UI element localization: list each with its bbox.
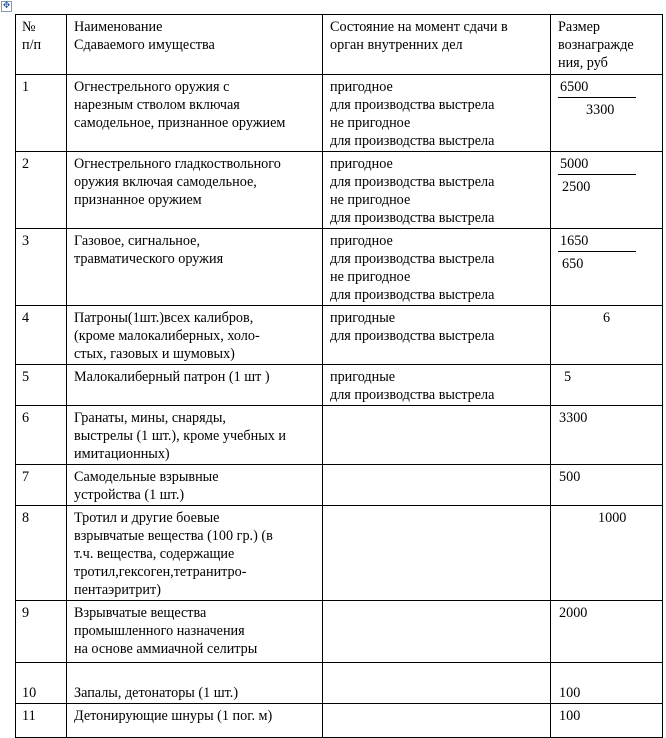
row-number: 7 (16, 465, 67, 506)
header-state-line: орган внутренних дел (330, 37, 463, 53)
row-number: 6 (16, 406, 67, 465)
item-name (67, 704, 323, 738)
row-number: 11 (16, 704, 67, 738)
table-header-row (16, 15, 663, 75)
table-move-handle-icon[interactable]: ✥ (2, 1, 11, 11)
reward-fraction (558, 155, 638, 196)
item-name (67, 75, 323, 152)
item-state (323, 306, 551, 365)
reward-value: 1000 (598, 510, 627, 526)
item-reward (551, 465, 663, 506)
item-reward (551, 306, 663, 365)
item-name-line: стых, газовых и шумовых) (74, 346, 235, 362)
header-reward-line: вознагражде (558, 37, 634, 53)
row-number: 5 (16, 365, 67, 406)
reward-value: 2000 (559, 605, 588, 621)
item-state-line: для производства выстрела (330, 387, 495, 403)
item-state (323, 704, 551, 738)
table-row (16, 306, 663, 365)
item-reward (551, 601, 663, 663)
item-name-line: выстрелы (1 шт.), кроме учебных и (74, 428, 286, 444)
reward-value: 100 (559, 708, 581, 724)
header-name (67, 15, 323, 75)
item-state (323, 229, 551, 306)
item-name-line: Малокалиберный патрон (1 шт ) (74, 369, 270, 385)
row-number: 8 (16, 506, 67, 601)
item-state (323, 601, 551, 663)
item-reward (551, 75, 663, 152)
item-state-line: для производства выстрела (330, 328, 495, 344)
item-state-line: для производства выстрела (330, 210, 495, 226)
item-state (323, 663, 551, 704)
item-name-line: имитационных) (74, 446, 170, 462)
item-name-line: промышленного назначения (74, 623, 245, 639)
reward-value: 500 (559, 469, 581, 485)
row-number: 3 (16, 229, 67, 306)
item-state (323, 75, 551, 152)
header-state-line: Состояние на момент сдачи в (330, 19, 508, 35)
header-num (16, 15, 67, 75)
reward-value: 6 (603, 310, 611, 326)
reward-value: 100 (559, 685, 581, 701)
table-row (16, 506, 663, 601)
item-name (67, 306, 323, 365)
item-name-line: пентаэритрит) (74, 582, 161, 598)
item-name-line: (кроме малокалиберных, холо- (74, 328, 260, 344)
item-name (67, 406, 323, 465)
header-name-line: Наименование (74, 19, 163, 35)
item-state-line: не пригодное (330, 269, 411, 285)
item-name (67, 506, 323, 601)
item-name-line: Взрывчатые вещества (74, 605, 207, 621)
row-number: 2 (16, 152, 67, 229)
table-row (16, 663, 663, 704)
item-name-line: тротил,гексоген,тетранитро- (74, 564, 247, 580)
reward-usable: 1650 (560, 233, 589, 249)
item-name-line: Патроны(1шт.)всех калибров, (74, 310, 254, 326)
row-number: 9 (16, 601, 67, 663)
item-state-line: пригодное (330, 233, 393, 249)
item-name (67, 152, 323, 229)
item-reward (551, 406, 663, 465)
item-state-line: для производства выстрела (330, 251, 495, 267)
item-name-line: Тротил и другие боевые (74, 510, 220, 526)
reward-usable: 6500 (560, 79, 589, 95)
item-name-line: травматического оружия (74, 251, 224, 267)
item-state-line: для производства выстрела (330, 97, 495, 113)
item-name-line: оружия включая самодельное, (74, 174, 257, 190)
table-row (16, 75, 663, 152)
item-reward (551, 229, 663, 306)
reward-unusable: 2500 (562, 179, 591, 195)
item-state-line: пригодное (330, 156, 393, 172)
reward-unusable: 3300 (586, 102, 615, 118)
table-row (16, 601, 663, 663)
reward-fraction (558, 232, 638, 273)
row-number: 4 (16, 306, 67, 365)
header-reward-line: ния, руб (558, 55, 608, 71)
fraction-line (558, 251, 636, 252)
item-state-line: пригодное (330, 79, 393, 95)
fraction-line (558, 174, 636, 175)
item-name (67, 229, 323, 306)
table-row (16, 704, 663, 738)
reward-usable: 5000 (560, 156, 589, 172)
header-name-line: Сдаваемого имущества (74, 37, 215, 53)
item-name-line: Гранаты, мины, снаряды, (74, 410, 226, 426)
table-row (16, 229, 663, 306)
header-num-line: п/п (22, 37, 42, 53)
item-name-line: Запалы, детонаторы (1 шт.) (74, 685, 239, 701)
item-name-line: Огнестрельного гладкоствольного (74, 156, 281, 172)
item-state-line: не пригодное (330, 192, 411, 208)
item-name-line: устройства (1 шт.) (74, 487, 185, 503)
item-name (67, 365, 323, 406)
reward-value: 5 (564, 369, 572, 385)
item-state-line: пригодные (330, 369, 396, 385)
item-state (323, 406, 551, 465)
item-state (323, 152, 551, 229)
item-state-line: для производства выстрела (330, 174, 495, 190)
item-name (67, 663, 323, 704)
item-state (323, 365, 551, 406)
row-number: 10 (16, 663, 67, 704)
item-state-line: пригодные (330, 310, 396, 326)
table-row (16, 406, 663, 465)
header-reward-line: Размер (558, 19, 600, 35)
table-row (16, 152, 663, 229)
item-reward (551, 152, 663, 229)
item-name (67, 465, 323, 506)
header-state (323, 15, 551, 75)
item-name-line: на основе аммиачной селитры (74, 641, 258, 657)
item-state-line: для производства выстрела (330, 133, 495, 149)
fraction-line (558, 97, 636, 98)
item-reward (551, 365, 663, 406)
item-name-line: нарезным стволом включая (74, 97, 240, 113)
item-name-line: взрывчатые вещества (100 гр.) (в (74, 528, 273, 544)
item-reward (551, 663, 663, 704)
item-state-line: не пригодное (330, 115, 411, 131)
item-name-line: признанное оружием (74, 192, 202, 208)
reward-table (15, 14, 663, 738)
table-row (16, 465, 663, 506)
reward-value: 3300 (559, 410, 588, 426)
item-name-line: самодельное, признанное оружием (74, 115, 286, 131)
header-num-line: № (22, 19, 36, 35)
item-state (323, 506, 551, 601)
header-reward (551, 15, 663, 75)
item-reward (551, 506, 663, 601)
row-number: 1 (16, 75, 67, 152)
item-reward (551, 704, 663, 738)
reward-fraction (558, 78, 638, 119)
item-name-line: Детонирующие шнуры (1 пог. м) (74, 708, 273, 724)
item-state (323, 465, 551, 506)
reward-unusable: 650 (562, 256, 584, 272)
item-name (67, 601, 323, 663)
item-name-line: Самодельные взрывные (74, 469, 219, 485)
item-name-line: т.ч. вещества, содержащие (74, 546, 235, 562)
item-name-line: Газовое, сигнальное, (74, 233, 200, 249)
table-row (16, 365, 663, 406)
item-state-line: для производства выстрела (330, 287, 495, 303)
item-name-line: Огнестрельного оружия с (74, 79, 230, 95)
